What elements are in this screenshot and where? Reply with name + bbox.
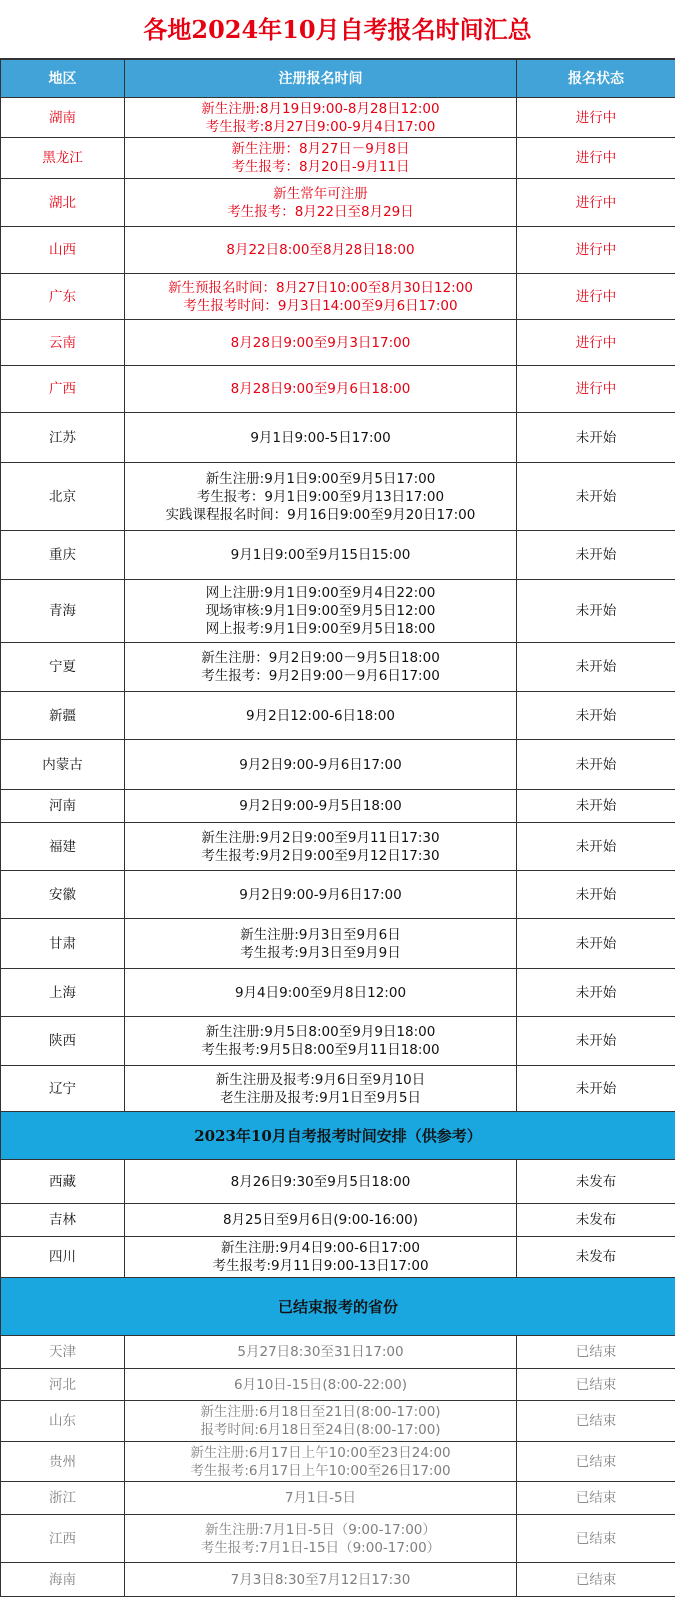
region-cell: 河北 xyxy=(1,1369,125,1401)
region-cell: 浙江 xyxy=(1,1482,125,1515)
time-line: 6月10日-15日(8:00-22:00) xyxy=(234,1376,407,1393)
time-line: 9月4日9:00至9月8日12:00 xyxy=(234,984,407,1001)
time-line: 考生报考：9月1日9:00至9月13日17:00 xyxy=(196,488,445,505)
section-title: 已结束报考的省份 xyxy=(1,1278,675,1336)
time-line: 7月1日-5日 xyxy=(284,1490,357,1506)
section-title: 2023年10月自考报考时间安排（供参考） xyxy=(1,1112,675,1160)
status-cell: 未开始 xyxy=(517,919,675,969)
time-line: 老生注册及报考:9月1日至9月5日 xyxy=(220,1089,421,1106)
time-cell xyxy=(125,227,517,274)
status-cell: 已结束 xyxy=(517,1482,675,1515)
region-cell: 山东 xyxy=(1,1401,125,1442)
time-line: 新生注册:8月19日9:00-8月28日12:00 xyxy=(201,100,440,117)
status-cell: 未开始 xyxy=(517,413,675,463)
time-cell xyxy=(125,1482,517,1515)
time-cell xyxy=(125,1066,517,1112)
status-cell: 未发布 xyxy=(517,1237,675,1278)
time-line: 新生注册:9月5日8:00至9月9日18:00 xyxy=(205,1024,436,1040)
time-cell xyxy=(125,1237,517,1278)
time-line: 新生注册:7月1日-5日（9:00-17:00） xyxy=(205,1521,436,1538)
region-cell: 山西 xyxy=(1,227,125,274)
table-row xyxy=(1,179,675,227)
status-cell: 进行中 xyxy=(517,98,675,138)
time-line: 9月2日9:00-9月6日17:00 xyxy=(239,886,402,903)
table-row xyxy=(1,1160,675,1204)
time-line: 考生报考:7月1日-15日（9:00-17:00） xyxy=(200,1539,441,1556)
region-cell: 宁夏 xyxy=(1,643,125,692)
status-cell: 已结束 xyxy=(517,1369,675,1401)
status-cell: 已结束 xyxy=(517,1401,675,1442)
status-cell: 未开始 xyxy=(517,580,675,643)
table-row xyxy=(1,366,675,413)
section-header-row xyxy=(1,1112,675,1160)
region-cell: 湖北 xyxy=(1,179,125,227)
region-cell: 辽宁 xyxy=(1,1066,125,1112)
time-line: 考生报考:9月11日9:00-13日17:00 xyxy=(212,1258,429,1274)
status-cell: 进行中 xyxy=(517,179,675,227)
table-row xyxy=(1,580,675,643)
table-row xyxy=(1,1482,675,1515)
time-cell xyxy=(125,823,517,871)
time-cell xyxy=(125,790,517,823)
time-line: 7月3日8:30至7月12日17:30 xyxy=(230,1571,411,1588)
time-cell xyxy=(125,1336,517,1369)
table-row xyxy=(1,740,675,790)
status-cell: 进行中 xyxy=(517,320,675,366)
time-line: 8月25日至9月6日(9:00-16:00) xyxy=(222,1212,419,1228)
region-cell: 江西 xyxy=(1,1515,125,1563)
time-line: 考生报考:8月27日9:00-9月4日17:00 xyxy=(205,118,436,135)
time-line: 考生报考:6月17日上午10:00至26日17:00 xyxy=(190,1462,451,1479)
time-cell xyxy=(125,138,517,179)
region-cell: 青海 xyxy=(1,580,125,643)
time-line: 新生注册:9月1日9:00至9月5日17:00 xyxy=(205,470,436,487)
time-cell xyxy=(125,919,517,969)
status-cell: 未开始 xyxy=(517,531,675,580)
table-row xyxy=(1,1515,675,1563)
table-row xyxy=(1,692,675,740)
table-row xyxy=(1,1066,675,1112)
region-cell: 北京 xyxy=(1,463,125,531)
table-row xyxy=(1,790,675,823)
table-row xyxy=(1,320,675,366)
table-row xyxy=(1,138,675,179)
region-cell: 四川 xyxy=(1,1237,125,1278)
time-cell xyxy=(125,1515,517,1563)
time-cell xyxy=(125,871,517,919)
page-title: 各地2024年10月自考报名时间汇总 xyxy=(0,0,675,59)
status-cell: 未发布 xyxy=(517,1160,675,1204)
status-cell: 未开始 xyxy=(517,790,675,823)
time-line: 现场审核:9月1日9:00至9月5日12:00 xyxy=(205,603,436,619)
registration-table xyxy=(0,59,675,1597)
region-cell: 湖南 xyxy=(1,98,125,138)
time-cell xyxy=(125,1563,517,1597)
header-region: 地区 xyxy=(1,60,125,98)
time-cell xyxy=(125,274,517,320)
time-line: 网上注册:9月1日9:00至9月4日22:00 xyxy=(205,585,436,601)
time-cell xyxy=(125,969,517,1017)
table-row xyxy=(1,1017,675,1066)
time-cell xyxy=(125,463,517,531)
region-cell: 云南 xyxy=(1,320,125,366)
time-cell xyxy=(125,1369,517,1401)
region-cell: 吉林 xyxy=(1,1204,125,1237)
time-line: 9月2日12:00-6日18:00 xyxy=(246,707,395,724)
time-line: 5月27日8:30至31日17:00 xyxy=(237,1344,404,1360)
time-line: 考生报考:9月5日8:00至9月11日18:00 xyxy=(201,1042,440,1058)
table-row xyxy=(1,871,675,919)
time-line: 新生预报名时间：8月27日10:00至8月30日12:00 xyxy=(168,279,473,296)
time-line: 新生注册:6月17日上午10:00至23日24:00 xyxy=(190,1444,451,1461)
time-line: 新生注册:9月2日9:00至9月11日17:30 xyxy=(201,829,440,846)
table-row xyxy=(1,1401,675,1442)
table-row xyxy=(1,531,675,580)
region-cell: 安徽 xyxy=(1,871,125,919)
status-cell: 未开始 xyxy=(517,692,675,740)
header-time: 注册报名时间 xyxy=(125,60,517,98)
time-line: 9月2日9:00-9月5日18:00 xyxy=(239,798,402,814)
time-line: 8月28日9:00至9月6日18:00 xyxy=(230,381,411,397)
time-cell xyxy=(125,413,517,463)
time-cell xyxy=(125,1401,517,1442)
time-cell xyxy=(125,320,517,366)
status-cell: 未开始 xyxy=(517,1017,675,1066)
time-line: 考生报考：9月2日9:00－9月6日17:00 xyxy=(201,668,440,684)
table-row xyxy=(1,1336,675,1369)
time-line: 新生注册:9月4日9:00-6日17:00 xyxy=(221,1240,420,1256)
time-line: 新生注册:9月3日至9月6日 xyxy=(240,926,401,943)
region-cell: 江苏 xyxy=(1,413,125,463)
table-header-row xyxy=(1,60,675,98)
time-cell xyxy=(125,179,517,227)
header-status: 报名状态 xyxy=(517,60,675,98)
status-cell: 进行中 xyxy=(517,366,675,413)
status-cell: 已结束 xyxy=(517,1442,675,1482)
status-cell: 进行中 xyxy=(517,138,675,179)
table-body xyxy=(1,60,675,1597)
time-line: 9月1日9:00至9月15日15:00 xyxy=(230,547,411,563)
time-line: 新生注册及报考:9月6日至9月10日 xyxy=(215,1071,426,1088)
table-row xyxy=(1,227,675,274)
region-cell: 甘肃 xyxy=(1,919,125,969)
region-cell: 海南 xyxy=(1,1563,125,1597)
time-line: 新生常年可注册 xyxy=(273,185,368,202)
region-cell: 贵州 xyxy=(1,1442,125,1482)
time-line: 9月2日9:00-9月6日17:00 xyxy=(239,756,402,773)
table-row xyxy=(1,413,675,463)
time-line: 新生注册:6月18日至21日(8:00-17:00) xyxy=(200,1404,441,1420)
time-cell xyxy=(125,1442,517,1482)
time-cell xyxy=(125,1204,517,1237)
region-cell: 重庆 xyxy=(1,531,125,580)
table-row xyxy=(1,823,675,871)
time-cell xyxy=(125,366,517,413)
time-line: 实践课程报名时间：9月16日9:00至9月20日17:00 xyxy=(165,506,476,523)
time-cell xyxy=(125,580,517,643)
region-cell: 广东 xyxy=(1,274,125,320)
region-cell: 河南 xyxy=(1,790,125,823)
time-cell xyxy=(125,643,517,692)
status-cell: 未开始 xyxy=(517,643,675,692)
table-row xyxy=(1,98,675,138)
table-row xyxy=(1,1369,675,1401)
status-cell: 未开始 xyxy=(517,1066,675,1112)
status-cell: 已结束 xyxy=(517,1563,675,1597)
time-line: 8月28日9:00至9月3日17:00 xyxy=(230,334,411,351)
region-cell: 福建 xyxy=(1,823,125,871)
status-cell: 进行中 xyxy=(517,227,675,274)
status-cell: 已结束 xyxy=(517,1336,675,1369)
time-line: 新生注册：9月2日9:00－9月5日18:00 xyxy=(201,650,440,666)
status-cell: 已结束 xyxy=(517,1515,675,1563)
region-cell: 新疆 xyxy=(1,692,125,740)
status-cell: 未开始 xyxy=(517,740,675,790)
table-row xyxy=(1,463,675,531)
region-cell: 内蒙古 xyxy=(1,740,125,790)
table-row xyxy=(1,1442,675,1482)
time-cell xyxy=(125,98,517,138)
time-line: 考生报考:9月2日9:00至9月12日17:30 xyxy=(201,847,440,864)
region-cell: 西藏 xyxy=(1,1160,125,1204)
time-line: 考生报考：8月20日-9月11日 xyxy=(231,159,410,175)
time-line: 8月22日8:00至8月28日18:00 xyxy=(226,242,415,258)
time-line: 网上报考:9月1日9:00至9月5日18:00 xyxy=(205,621,436,637)
table-row xyxy=(1,1563,675,1597)
time-cell xyxy=(125,740,517,790)
time-line: 考生报考：8月22日至8月29日 xyxy=(227,203,414,220)
time-cell xyxy=(125,1160,517,1204)
region-cell: 陕西 xyxy=(1,1017,125,1066)
time-line: 考生报考时间：9月3日14:00至9月6日17:00 xyxy=(183,297,458,314)
time-line: 报考时间:6月18日至24日(8:00-17:00) xyxy=(200,1422,441,1438)
time-line: 考生报考:9月3日至9月9日 xyxy=(240,944,401,961)
region-cell: 广西 xyxy=(1,366,125,413)
time-cell xyxy=(125,1017,517,1066)
status-cell: 未开始 xyxy=(517,823,675,871)
status-cell: 未开始 xyxy=(517,463,675,531)
section-header-row xyxy=(1,1278,675,1336)
time-line: 新生注册：8月27日－9月8日 xyxy=(231,141,410,157)
table-row xyxy=(1,919,675,969)
table-row xyxy=(1,643,675,692)
time-cell xyxy=(125,531,517,580)
table-row xyxy=(1,274,675,320)
time-line: 8月26日9:30至9月5日18:00 xyxy=(230,1173,411,1190)
table-row xyxy=(1,1204,675,1237)
region-cell: 天津 xyxy=(1,1336,125,1369)
time-cell xyxy=(125,692,517,740)
region-cell: 上海 xyxy=(1,969,125,1017)
table-row xyxy=(1,1237,675,1278)
time-line: 9月1日9:00-5日17:00 xyxy=(250,429,391,446)
status-cell: 未发布 xyxy=(517,1204,675,1237)
status-cell: 未开始 xyxy=(517,871,675,919)
status-cell: 进行中 xyxy=(517,274,675,320)
region-cell: 黑龙江 xyxy=(1,138,125,179)
table-row xyxy=(1,969,675,1017)
status-cell: 未开始 xyxy=(517,969,675,1017)
